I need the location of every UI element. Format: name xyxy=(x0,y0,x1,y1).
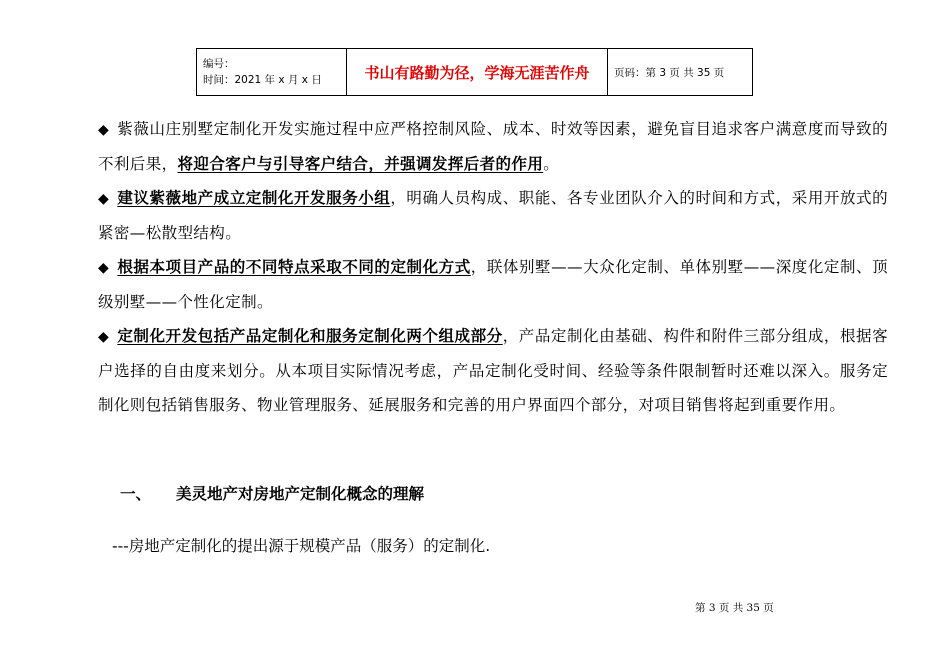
emphasis-text: 定制化开发包括产品定制化和服务定制化两个组成部分 xyxy=(117,327,503,345)
body-content xyxy=(98,112,888,422)
emphasis-text: 将迎合客户与引导客户结合，并强调发挥后者的作用 xyxy=(177,155,544,173)
header-meta-cell xyxy=(197,49,347,96)
paragraph-3 xyxy=(98,250,888,319)
paragraph-text: 。 xyxy=(543,155,560,173)
diamond-bullet-icon: ◆ xyxy=(98,122,110,138)
paragraph-1 xyxy=(98,112,888,181)
paragraph-text: ，联体别墅——大众化定制、单体别墅——深度化定制、顶级别墅——个性化定制。 xyxy=(98,258,889,311)
paragraph-text: ，明确人员构成、职能、各专业团队介入的时间和方式，采用开放式的紧密—松散型结构。 xyxy=(98,189,888,242)
header-table xyxy=(196,48,753,96)
paragraph-text: 紫薇山庄别墅定制化开发实施过程中应严格控制风险、成本、时效等因素，避免盲目追求客户满意度而导致的不利后果， xyxy=(98,120,888,173)
emphasis-text: 建议紫薇地产成立定制化开发服务小组 xyxy=(117,189,391,207)
paragraph-2 xyxy=(98,181,888,250)
page-label: 页码：第 3 页 共 35 页 xyxy=(608,49,753,96)
time-label: 时间：2021 年 x 月 x 日 xyxy=(203,74,322,86)
number-label: 编号： xyxy=(203,58,235,70)
paragraph-text: ，产品定制化由基础、构件和附件三部分组成，根据客户选择的自由度来划分。从本项目实际情况考虑，产品定制化受时间、经验等条件限制暂时还难以深入。服务定制化则包括销售服务、物业管理服务、延展服务和完善的用户界面四个部分，对项目销售将起到重要作用。 xyxy=(98,327,888,414)
emphasis-text: 根据本项目产品的不同特点采取不同的定制化方式 xyxy=(117,258,471,276)
page-footer: 第 3 页 共 35 页 xyxy=(695,602,774,614)
diamond-bullet-icon: ◆ xyxy=(98,329,110,345)
section-number: 一、 xyxy=(120,485,152,503)
diamond-bullet-icon: ◆ xyxy=(98,260,110,276)
diamond-bullet-icon: ◆ xyxy=(98,191,110,207)
section-title: 美灵地产对房地产定制化概念的理解 xyxy=(176,485,425,503)
section-heading xyxy=(120,482,424,504)
paragraph-4 xyxy=(98,319,888,422)
motto: 书山有路勤为径，学海无涯苦作舟 xyxy=(347,49,608,96)
body-line: ---房地产定制化的提出源于规模产品（服务）的定制化. xyxy=(112,537,491,555)
